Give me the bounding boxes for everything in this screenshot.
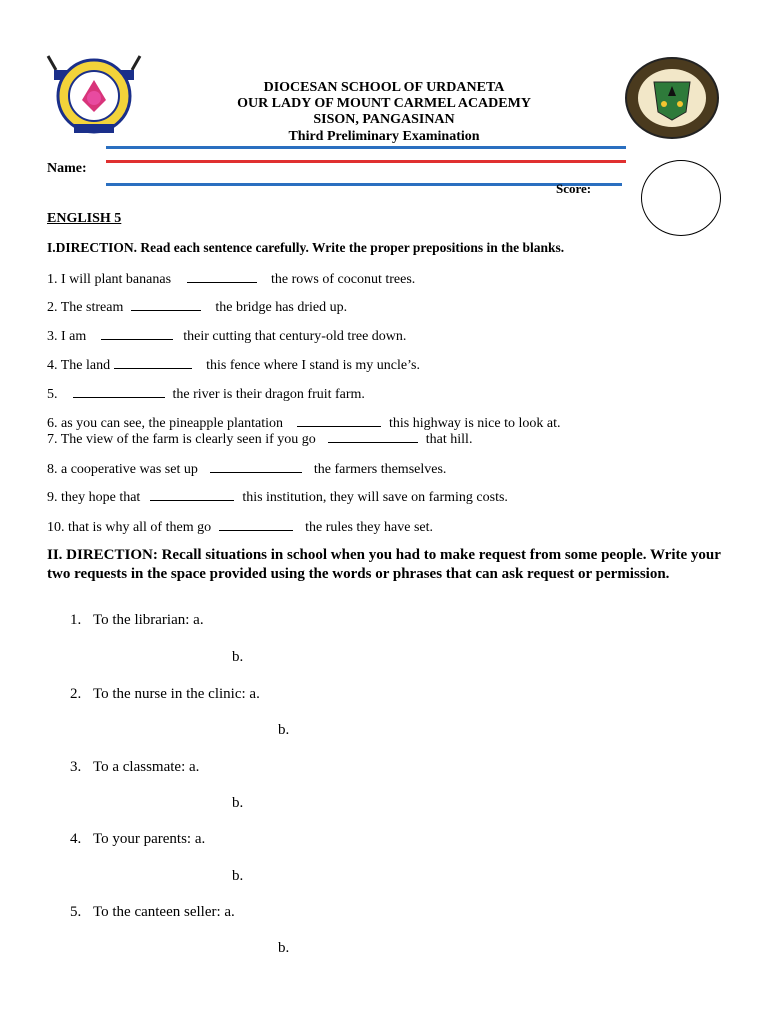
school-location: SISON, PANGASINAN	[313, 112, 455, 127]
request-1-number: 1.	[70, 612, 82, 628]
request-2-label: To the nurse in the clinic: a.	[93, 686, 260, 702]
question-10: 10. that is why all of them go the rules they have set.	[47, 520, 433, 535]
request-2-b: b.	[278, 722, 290, 738]
request-5-label: To the canteen seller: a.	[93, 904, 235, 920]
request-1-b: b.	[232, 649, 244, 665]
request-3-label: To a classmate: a.	[93, 759, 200, 775]
score-label: Score:	[556, 181, 592, 196]
request-2-number: 2.	[70, 686, 82, 702]
academy-name: OUR LADY OF MOUNT CARMEL ACADEMY	[237, 96, 531, 111]
score-circle	[641, 160, 721, 236]
name-label: Name:	[47, 161, 87, 176]
request-4-b: b.	[232, 868, 244, 884]
request-1-label: To the librarian: a.	[93, 612, 204, 628]
answer-blank[interactable]	[210, 460, 302, 473]
request-5-number: 5.	[70, 904, 82, 920]
request-4-number: 4.	[70, 831, 82, 847]
subject-title: ENGLISH 5	[47, 211, 122, 226]
question-6: 6. as you can see, the pineapple plantation this highway is nice to look at.	[47, 416, 561, 431]
question-8: 8. a cooperative was set up the farmers themselves.	[47, 462, 447, 477]
school-name: DIOCESAN SCHOOL OF URDANETA	[263, 80, 505, 95]
answer-blank[interactable]	[328, 430, 418, 443]
right-school-seal	[624, 56, 720, 140]
request-3-number: 3.	[70, 759, 82, 775]
question-2: 2. The stream the bridge has dried up.	[47, 300, 348, 315]
red-header-line	[106, 160, 626, 163]
question-5: 5. the river is their dragon fruit farm.	[47, 387, 365, 402]
answer-blank[interactable]	[73, 385, 165, 398]
part1-direction: I.DIRECTION. Read each sentence carefully. Write the proper prepositions in the blanks.	[47, 240, 565, 255]
question-9: 9. they hope that this institution, they will save on farming costs.	[47, 490, 508, 505]
question-7: 7. The view of the farm is clearly seen if you go that hill.	[47, 432, 473, 447]
exam-title: Third Preliminary Examination	[288, 129, 480, 144]
answer-blank[interactable]	[131, 298, 201, 311]
request-4-label: To your parents: a.	[93, 831, 206, 847]
answer-blank[interactable]	[297, 414, 381, 427]
question-4: 4. The land this fence where I stand is my uncle’s.	[47, 358, 420, 373]
answer-blank[interactable]	[114, 356, 192, 369]
question-3: 3. I am their cutting that century-old tree down.	[47, 329, 407, 344]
part2-direction: II. DIRECTION: Recall situations in school when you had to make request from some people. Write your two requests in the space provided using the words or phrases that can ask request or permission.	[47, 547, 721, 582]
question-1: 1. I will plant bananas the rows of coconut trees.	[47, 272, 416, 287]
answer-blank[interactable]	[150, 488, 234, 501]
answer-blank[interactable]	[187, 270, 257, 283]
left-school-seal	[44, 50, 140, 134]
request-3-b: b.	[232, 795, 244, 811]
blue-header-line-top	[106, 146, 626, 149]
request-5-b: b.	[278, 940, 290, 956]
blue-header-line-bottom	[106, 183, 622, 186]
answer-blank[interactable]	[219, 518, 293, 531]
answer-blank[interactable]	[101, 327, 173, 340]
